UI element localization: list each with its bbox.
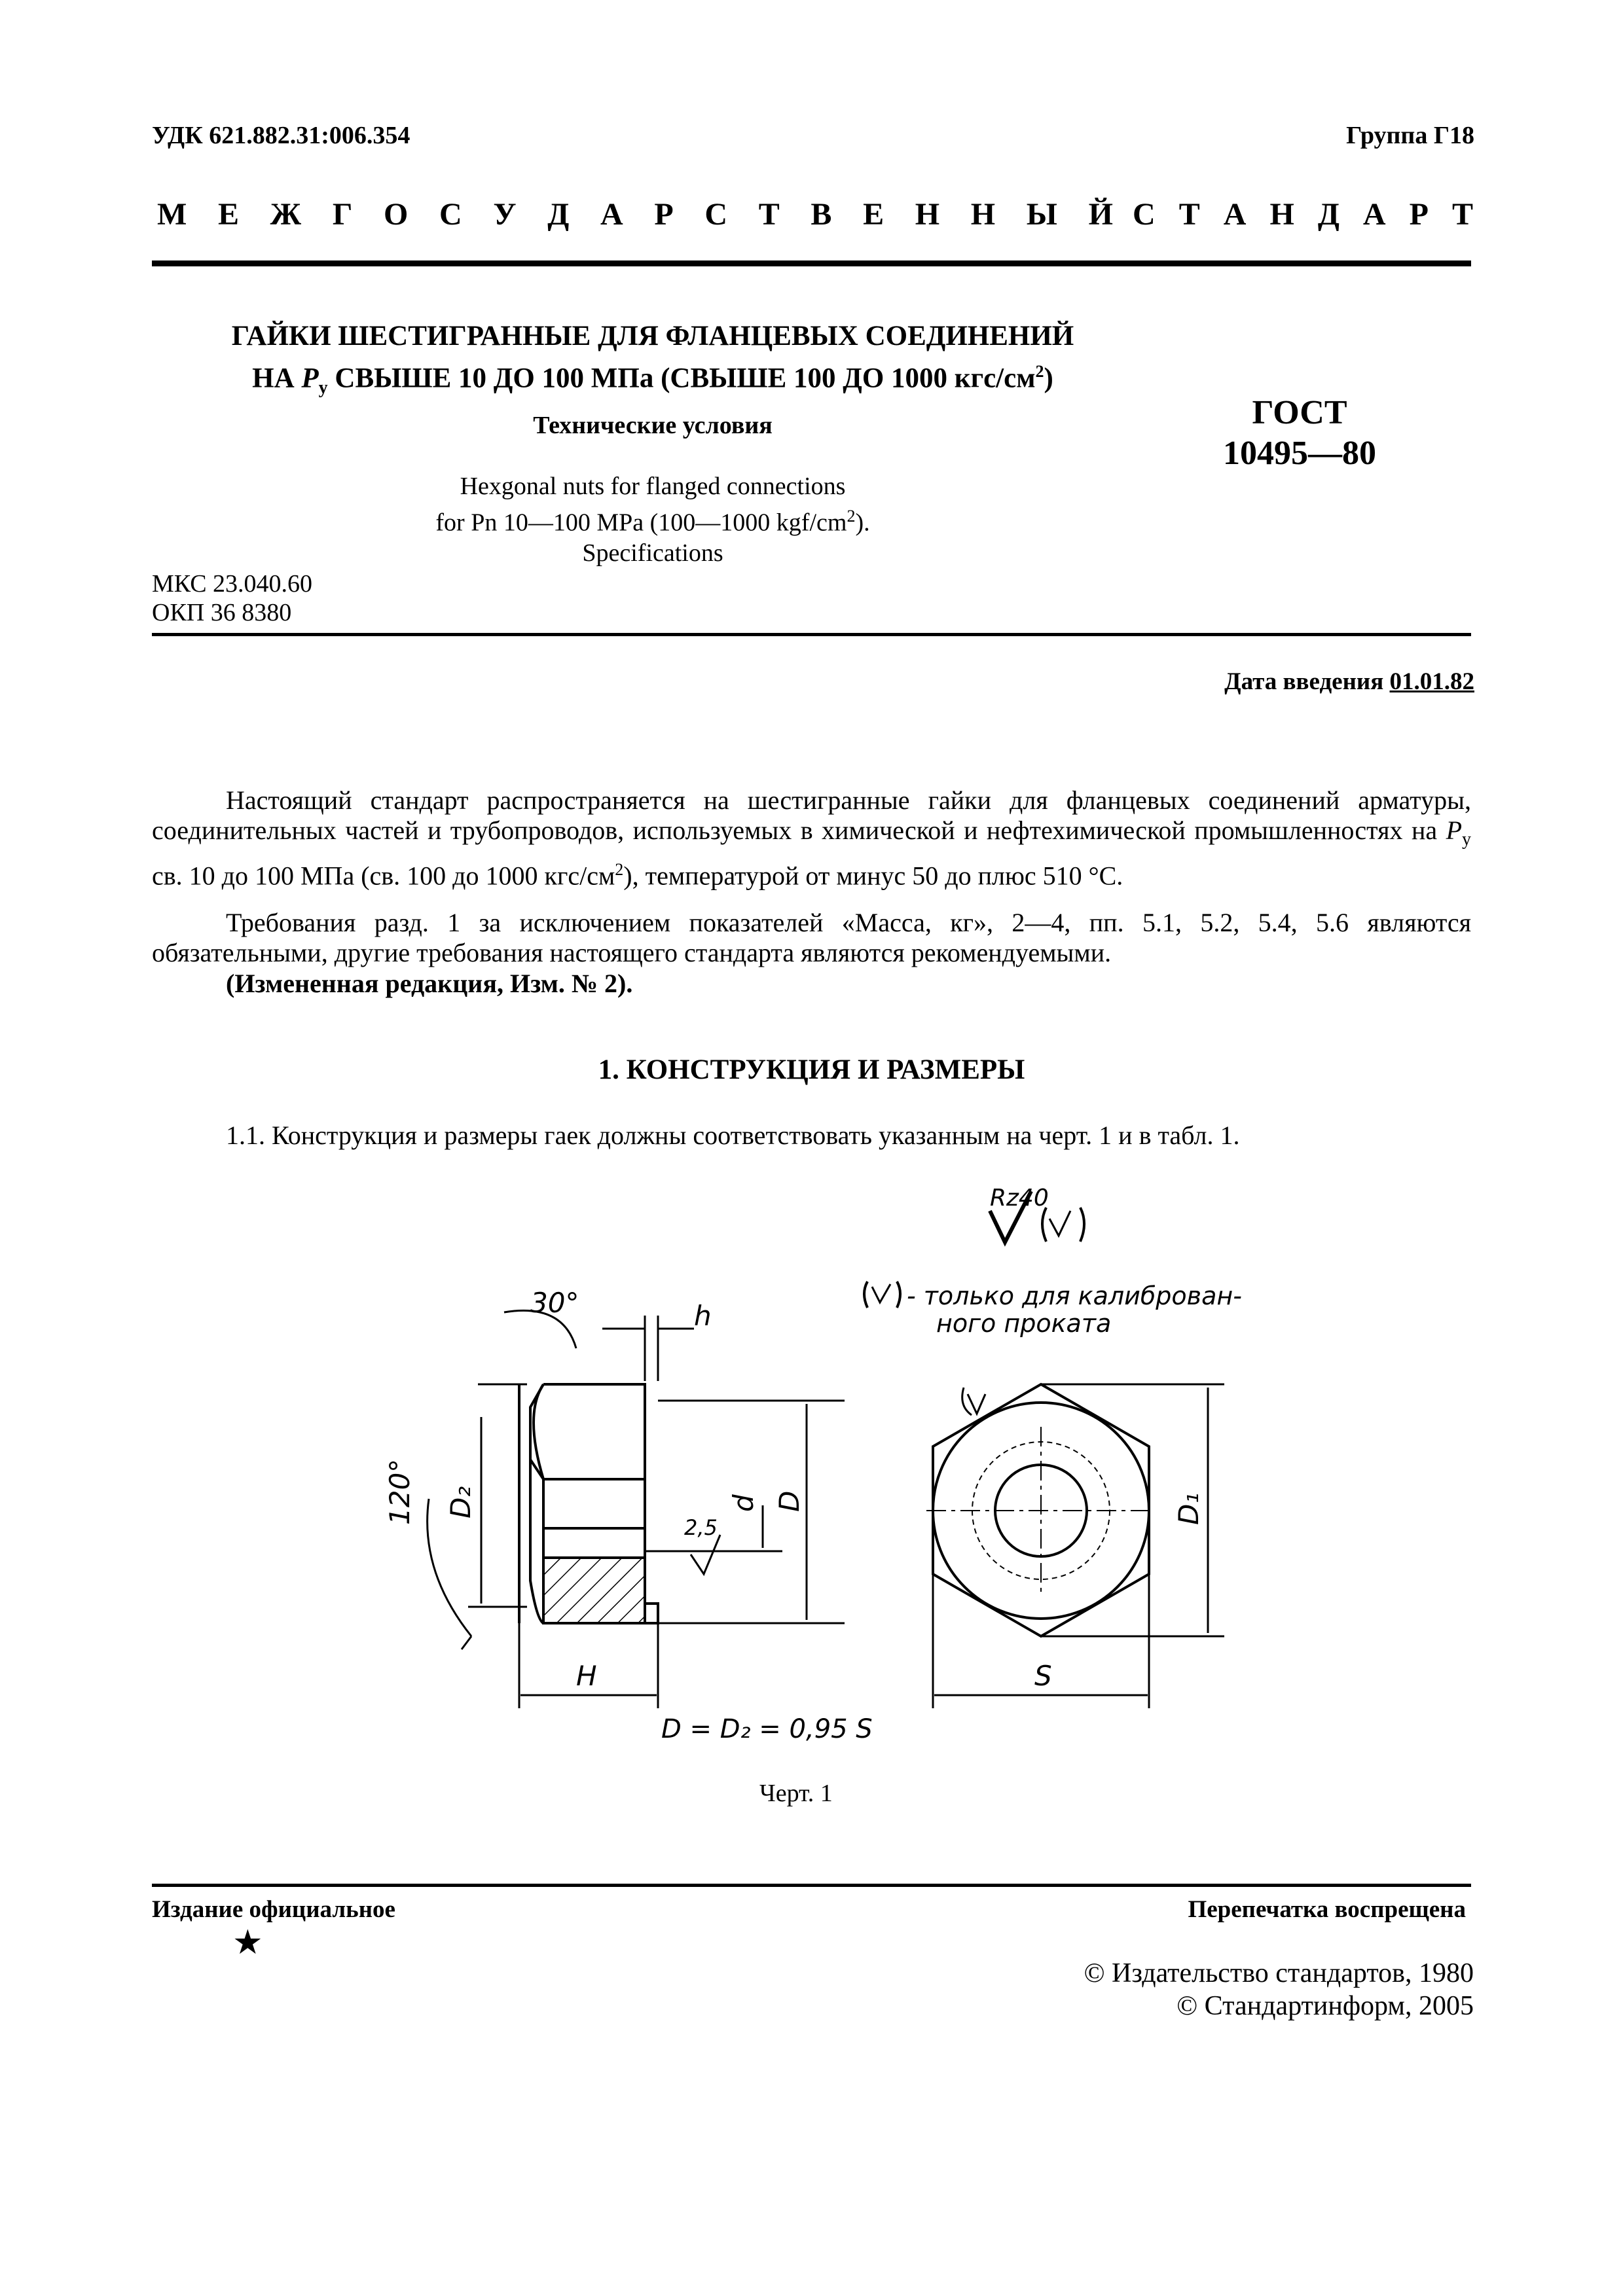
gost-number: ГОСТ 10495—80 [1223, 394, 1376, 472]
banner-letter: О [384, 197, 409, 232]
banner-letter: Ы [1026, 197, 1057, 232]
banner-letter: В [811, 197, 832, 232]
dim-H-label: H [576, 1660, 597, 1692]
banner-letter: Р [1409, 197, 1429, 232]
hatched-section [543, 1558, 645, 1623]
document-title: ГАЙКИ ШЕСТИГРАННЫЕ ДЛЯ ФЛАНЦЕВЫХ СОЕДИНЕНИЙ НА $P_у$ СВЫШЕ 10 ДО 100 МПа (СВЫШЕ 100 ДО 1000 кгс/$см^2$) [231, 321, 1074, 398]
document-subtitle: Технические условия [533, 412, 773, 439]
dim-D-label: D [773, 1490, 805, 1512]
roughness-2-5-label: 2,5 [684, 1515, 718, 1540]
banner-letter: А [1362, 197, 1386, 232]
banner-letter: Р [654, 197, 674, 232]
footer-rule [152, 1884, 1471, 1887]
banner-letter: Г [332, 197, 353, 232]
amendment-note: (Измененная редакция, Изм. № 2). [226, 969, 633, 998]
banner-letter: С [704, 197, 728, 232]
english-title: Hexgonal nuts for flanged connections for Pn 10—100 MPa (100—1000 kgf/$cm^2$). Specifications [435, 473, 870, 567]
group-code: Группа Г18 [1346, 122, 1474, 149]
banner-letter: Н [915, 197, 940, 232]
roughness-note-line1: - только для калиброван- [907, 1282, 1242, 1310]
dim-D1-label: D₁ [1173, 1492, 1205, 1525]
banner-letter: А [1223, 197, 1247, 232]
reprint-prohibited: Перепечатка воспрещена [1188, 1896, 1466, 1923]
banner-letter: С [439, 197, 462, 232]
banner-letter: Н [970, 197, 996, 232]
star-icon: ★ [232, 1924, 263, 1962]
roughness-rz-label: Rz40 [990, 1185, 1049, 1211]
section-heading: 1. КОНСТРУКЦИЯ И РАЗМЕРЫ [598, 1054, 1025, 1085]
banner-letter: Н [1269, 197, 1294, 232]
banner-letter: У [493, 197, 517, 232]
banner-letter: Й [1088, 197, 1113, 232]
angle-120-label: 120° [384, 1458, 416, 1525]
banner-letter: Д [1317, 197, 1340, 232]
banner-letter: Е [863, 197, 884, 232]
requirements-paragraph: Требования разд. 1 за исключением показателей «Масса, кг», 2—4, пп. 5.1, 5.2, 5.4, 5.6 являются обязательными, другие требования настоящего стандарта являются рекомендуемыми. [152, 908, 1471, 967]
angle-30-label: 30° [530, 1287, 579, 1319]
banner-letter: Т [758, 197, 780, 232]
banner-letter: М [157, 197, 187, 232]
udk-code: УДК 621.882.31:006.354 [152, 122, 410, 149]
banner-letter: А [600, 197, 623, 232]
dim-h-label: h [694, 1300, 712, 1332]
clause-1-1: 1.1. Конструкция и размеры гаек должны соответствовать указанным на черт. 1 и в табл. 1. [226, 1121, 1240, 1150]
scope-paragraph: Настоящий стандарт распространяется на шестигранные гайки для фланцевых соединений арматуры, соединительных частей и трубопроводов, используемых в химической и нефтехимической промышленностях на $P_у$ св. 10 до 100 МПа (св. 100 до 1000 кгс/$см^2$), температурой от минус 50 до плюс 510 °С. [152, 785, 1471, 891]
banner-letter: Т [1178, 197, 1200, 232]
banner-letter: Д [547, 197, 570, 232]
dimension-formula: D = D₂ = 0,95 S [661, 1714, 873, 1744]
classification-codes: МКС 23.040.60 ОКП 36 8380 [152, 570, 313, 626]
banner-letter: С [1133, 197, 1156, 232]
roughness-note-line2: ного проката [936, 1309, 1112, 1338]
effective-date: Дата введения 01.01.82 [1224, 668, 1474, 695]
banner-letter: Ж [270, 197, 302, 232]
banner-letter: Т [1451, 197, 1473, 232]
dim-d-label: d [727, 1494, 759, 1512]
figure-caption: Черт. 1 [759, 1780, 833, 1807]
copyright-block: © Издательство стандартов, 1980 © Стандартинформ, 2005 [1084, 1958, 1474, 2021]
official-edition: Издание официальное [152, 1896, 395, 1923]
banner-letter: Е [217, 197, 239, 232]
dim-S-label: S [1034, 1660, 1052, 1692]
dim-D2-label: D₂ [445, 1486, 477, 1518]
